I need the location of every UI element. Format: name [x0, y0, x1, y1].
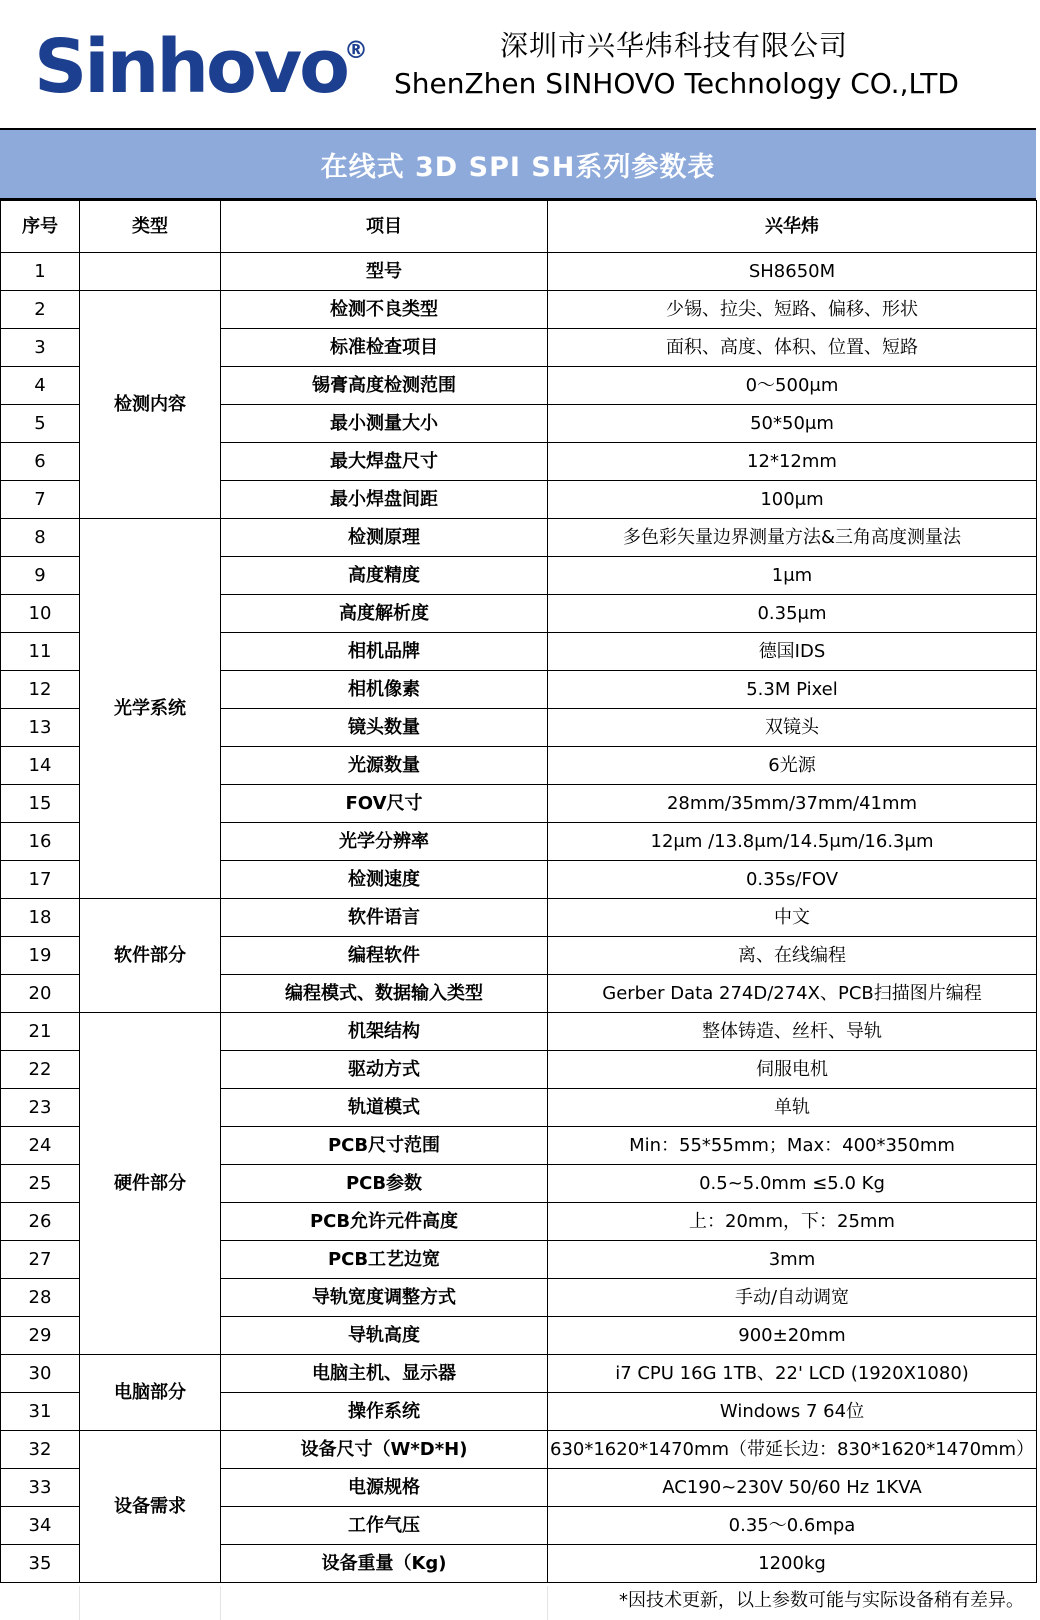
item-name: 最小测量大小	[221, 405, 548, 443]
row-number: 6	[1, 443, 80, 481]
grid-guide-line	[547, 1586, 548, 1620]
item-value: 手动/自动调宽	[548, 1279, 1037, 1317]
item-value: 28mm/35mm/37mm/41mm	[548, 785, 1037, 823]
row-number: 2	[1, 291, 80, 329]
item-name: 轨道模式	[221, 1089, 548, 1127]
item-name: 相机像素	[221, 671, 548, 709]
item-name: 最小焊盘间距	[221, 481, 548, 519]
item-name: 相机品牌	[221, 633, 548, 671]
item-name: 工作气压	[221, 1507, 548, 1545]
item-value: i7 CPU 16G 1TB、22' LCD (1920X1080)	[548, 1355, 1037, 1393]
item-name: 锡膏高度检测范围	[221, 367, 548, 405]
row-number: 10	[1, 595, 80, 633]
item-name: 设备重量（Kg)	[221, 1545, 548, 1583]
registered-mark: ®	[344, 36, 368, 64]
row-number: 1	[1, 253, 80, 291]
row-number: 25	[1, 1165, 80, 1203]
grid-guide-line	[220, 1586, 221, 1620]
item-name: 编程模式、数据输入类型	[221, 975, 548, 1013]
table-row	[1, 899, 1037, 937]
item-name: 光源数量	[221, 747, 548, 785]
item-name: 检测原理	[221, 519, 548, 557]
item-value: Gerber Data 274D/274X、PCB扫描图片编程	[548, 975, 1037, 1013]
table-row	[1, 291, 1037, 329]
item-name: FOV尺寸	[221, 785, 548, 823]
table-title: 在线式 3D SPI SH系列参数表	[0, 128, 1036, 200]
item-value: 伺服电机	[548, 1051, 1037, 1089]
row-number: 21	[1, 1013, 80, 1051]
item-value: 双镜头	[548, 709, 1037, 747]
item-value: 德国IDS	[548, 633, 1037, 671]
item-value: 0.5~5.0mm ≤5.0 Kg	[548, 1165, 1037, 1203]
item-name: 光学分辨率	[221, 823, 548, 861]
category-cell	[80, 253, 221, 291]
item-value: 900±20mm	[548, 1317, 1037, 1355]
row-number: 33	[1, 1469, 80, 1507]
row-number: 18	[1, 899, 80, 937]
category-cell: 硬件部分	[80, 1013, 221, 1355]
item-value: 6光源	[548, 747, 1037, 785]
item-value: 上：20mm，下：25mm	[548, 1203, 1037, 1241]
item-name: PCB工艺边宽	[221, 1241, 548, 1279]
item-value: 1200kg	[548, 1545, 1037, 1583]
item-value: 少锡、拉尖、短路、偏移、形状	[548, 291, 1037, 329]
company-name-chinese: 深圳市兴华炜科技有限公司	[500, 29, 849, 62]
column-header-item: 项目	[221, 201, 548, 253]
item-name: 型号	[221, 253, 548, 291]
row-number: 34	[1, 1507, 80, 1545]
row-number: 16	[1, 823, 80, 861]
item-value: SH8650M	[548, 253, 1037, 291]
row-number: 9	[1, 557, 80, 595]
row-number: 7	[1, 481, 80, 519]
row-number: 32	[1, 1431, 80, 1469]
spec-table	[0, 200, 1037, 1583]
row-number: 5	[1, 405, 80, 443]
item-value: 0.35μm	[548, 595, 1037, 633]
row-number: 26	[1, 1203, 80, 1241]
category-cell: 检测内容	[80, 291, 221, 519]
row-number: 11	[1, 633, 80, 671]
item-value: 多色彩矢量边界测量方法&三角高度测量法	[548, 519, 1037, 557]
item-name: 高度解析度	[221, 595, 548, 633]
item-name: 镜头数量	[221, 709, 548, 747]
item-value: 12μm /13.8μm/14.5μm/16.3μm	[548, 823, 1037, 861]
item-value: 630*1620*1470mm（带延长边：830*1620*1470mm）	[548, 1431, 1037, 1469]
item-name: 操作系统	[221, 1393, 548, 1431]
item-name: PCB允许元件高度	[221, 1203, 548, 1241]
row-number: 3	[1, 329, 80, 367]
row-number: 17	[1, 861, 80, 899]
sinhovo-logo: Sinhovo	[34, 24, 347, 110]
row-number: 31	[1, 1393, 80, 1431]
table-row	[1, 1013, 1037, 1051]
item-value: 1μm	[548, 557, 1037, 595]
item-name: 高度精度	[221, 557, 548, 595]
row-number: 13	[1, 709, 80, 747]
row-number: 23	[1, 1089, 80, 1127]
item-value: 中文	[548, 899, 1037, 937]
category-cell: 电脑部分	[80, 1355, 221, 1431]
row-number: 19	[1, 937, 80, 975]
item-value: 0.35s/FOV	[548, 861, 1037, 899]
row-number: 29	[1, 1317, 80, 1355]
item-value: 5.3M Pixel	[548, 671, 1037, 709]
item-name: PCB尺寸范围	[221, 1127, 548, 1165]
item-name: 电脑主机、显示器	[221, 1355, 548, 1393]
item-value: Min：55*55mm；Max：400*350mm	[548, 1127, 1037, 1165]
category-cell: 光学系统	[80, 519, 221, 899]
item-value: 100μm	[548, 481, 1037, 519]
row-number: 20	[1, 975, 80, 1013]
item-value: AC190~230V 50/60 Hz 1KVA	[548, 1469, 1037, 1507]
item-name: 编程软件	[221, 937, 548, 975]
grid-guide-line	[79, 1586, 80, 1620]
row-number: 22	[1, 1051, 80, 1089]
table-header-row	[1, 201, 1037, 253]
row-number: 12	[1, 671, 80, 709]
item-value: 0～500μm	[548, 367, 1037, 405]
item-name: 驱动方式	[221, 1051, 548, 1089]
row-number: 35	[1, 1545, 80, 1583]
item-value: 离、在线编程	[548, 937, 1037, 975]
item-name: 检测不良类型	[221, 291, 548, 329]
footnote: *因技术更新，以上参数可能与实际设备稍有差异。	[619, 1590, 1024, 1611]
row-number: 4	[1, 367, 80, 405]
row-number: 14	[1, 747, 80, 785]
item-name: 机架结构	[221, 1013, 548, 1051]
item-value: 0.35～0.6mpa	[548, 1507, 1037, 1545]
table-body	[1, 253, 1037, 1583]
company-name-english: ShenZhen SINHOVO Technology CO.,LTD	[394, 67, 959, 100]
item-value: 12*12mm	[548, 443, 1037, 481]
category-cell: 设备需求	[80, 1431, 221, 1583]
item-name: 标准检查项目	[221, 329, 548, 367]
table-row	[1, 253, 1037, 291]
row-number: 15	[1, 785, 80, 823]
item-name: PCB参数	[221, 1165, 548, 1203]
item-name: 导轨宽度调整方式	[221, 1279, 548, 1317]
item-value: 面积、高度、体积、位置、短路	[548, 329, 1037, 367]
table-row	[1, 1355, 1037, 1393]
item-value: 整体铸造、丝杆、导轨	[548, 1013, 1037, 1051]
row-number: 8	[1, 519, 80, 557]
item-value: 单轨	[548, 1089, 1037, 1127]
item-name: 最大焊盘尺寸	[221, 443, 548, 481]
column-header-type: 类型	[80, 201, 221, 253]
table-row	[1, 1431, 1037, 1469]
row-number: 28	[1, 1279, 80, 1317]
item-name: 电源规格	[221, 1469, 548, 1507]
item-name: 软件语言	[221, 899, 548, 937]
column-header-number: 序号	[1, 201, 80, 253]
table-row	[1, 519, 1037, 557]
column-header-value: 兴华炜	[548, 201, 1037, 253]
item-value: 50*50μm	[548, 405, 1037, 443]
category-cell: 软件部分	[80, 899, 221, 1013]
item-name: 设备尺寸（W*D*H)	[221, 1431, 548, 1469]
row-number: 24	[1, 1127, 80, 1165]
header	[0, 0, 1040, 128]
item-name: 导轨高度	[221, 1317, 548, 1355]
item-value: Windows 7 64位	[548, 1393, 1037, 1431]
item-value: 3mm	[548, 1241, 1037, 1279]
item-name: 检测速度	[221, 861, 548, 899]
row-number: 27	[1, 1241, 80, 1279]
row-number: 30	[1, 1355, 80, 1393]
